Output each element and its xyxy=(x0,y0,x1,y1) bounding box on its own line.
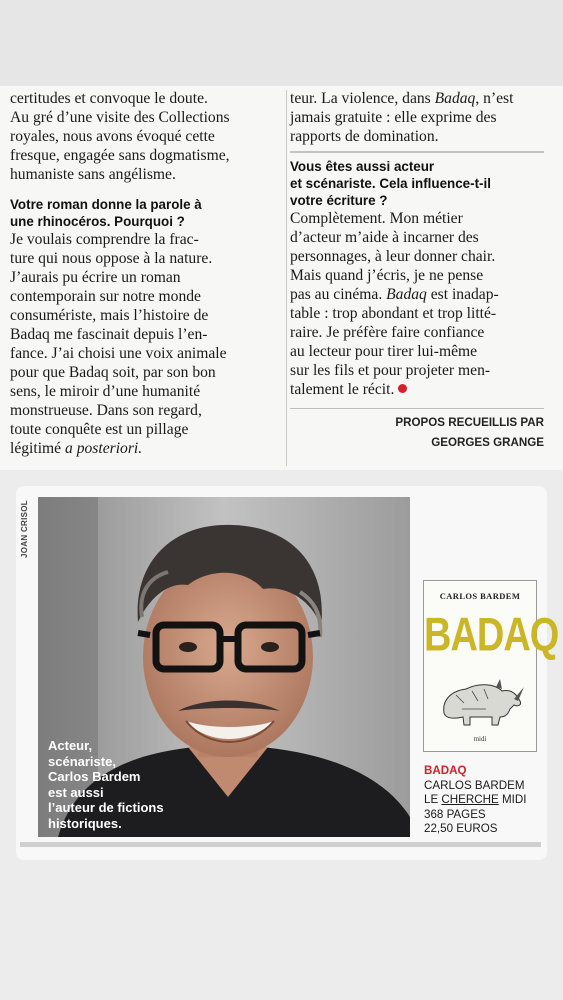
rhinoceros-engraving-icon xyxy=(436,673,526,729)
caption-line: Acteur, xyxy=(48,738,93,753)
left-paragraph-2 xyxy=(10,230,282,458)
text-fragment: légitimé xyxy=(10,440,62,457)
text-line: sens, le miroir d’une humanité xyxy=(10,383,201,400)
cover-publisher: midi xyxy=(473,735,487,743)
text-line: J’aurais pu écrire un roman xyxy=(10,269,181,286)
text-line: contemporain sur notre monde xyxy=(10,288,201,305)
question-1 xyxy=(10,196,282,230)
question-2 xyxy=(290,158,544,209)
text-line: consumériste, mais l’histoire de xyxy=(10,307,209,324)
text-line: royales, nous avons évoqué cette xyxy=(10,128,215,145)
text-line: personnages, à leur donner chair. xyxy=(290,248,496,265)
right-paragraph-1 xyxy=(290,89,544,146)
text-line: au lecteur pour tirer lui-même xyxy=(290,343,478,360)
left-paragraph-1 xyxy=(10,89,282,184)
text-line: Au gré d’une visite des Collections xyxy=(10,109,230,126)
book-price: 22,50 EUROS xyxy=(424,822,498,835)
text-line: monstrueuse. Dans son regard, xyxy=(10,402,202,419)
question-line: et scénariste. Cela influence-t-il xyxy=(290,176,491,191)
interview-credit xyxy=(290,413,544,453)
text-fragment: est inadap- xyxy=(426,286,499,303)
article-page xyxy=(0,86,563,470)
right-paragraph-2 xyxy=(290,209,544,399)
text-line: sur les fils et pour projeter men- xyxy=(290,362,491,379)
caption-line: scénariste, xyxy=(48,753,116,769)
text-line: certitudes et convoque le doute. xyxy=(10,90,208,107)
text-line: Je voulais comprendre la frac- xyxy=(10,231,199,248)
text-fragment: talement le récit. xyxy=(290,381,395,398)
text-line: jamais gratuite : elle exprime des xyxy=(290,109,497,126)
question-line: Vous êtes aussi acteur xyxy=(290,159,435,174)
left-column xyxy=(10,86,282,458)
text-line: humaniste sans angélisme. xyxy=(10,166,176,183)
text-fragment: , n’est xyxy=(475,90,514,107)
publisher-fragment: LE xyxy=(424,793,442,806)
text-line: table : trop abondant et trop litté- xyxy=(290,305,497,322)
caption-line: l’auteur de fictions xyxy=(48,800,164,816)
book-pages: 368 PAGES xyxy=(424,807,486,821)
book-cover xyxy=(423,580,559,752)
question-line: votre écriture ? xyxy=(290,193,388,208)
text-line: fresque, engagée sans dogmatisme, xyxy=(10,147,230,164)
text-fragment: teur. La violence, dans xyxy=(290,90,435,107)
cover-title: BADAQ xyxy=(424,609,559,662)
section-rule xyxy=(290,151,544,153)
text-line: Complètement. Mon métier xyxy=(290,210,463,227)
book-title: BADAQ xyxy=(424,764,467,777)
text-fragment: pas au cinéma. xyxy=(290,286,387,303)
italic-fragment: Badaq xyxy=(434,90,476,107)
publisher-fragment: MIDI xyxy=(498,793,527,806)
italic-fragment: a posteriori. xyxy=(65,440,143,457)
caption-line: historiques. xyxy=(48,815,122,831)
text-line: rapports de domination. xyxy=(290,128,439,145)
text-line xyxy=(290,380,544,399)
caption-line: Carlos Bardem xyxy=(48,769,141,785)
text-line: d’acteur m’aide à incarner des xyxy=(290,229,479,246)
end-mark-icon xyxy=(398,384,407,393)
column-divider xyxy=(286,90,287,466)
text-line: Badaq me fascinait depuis l’en- xyxy=(10,326,208,343)
italic-fragment: Badaq xyxy=(386,286,427,303)
top-band xyxy=(0,0,563,86)
text-line: ture qui nous oppose à la nature. xyxy=(10,250,213,267)
publisher-underlined-fragment: CHERCHE xyxy=(441,793,499,806)
question-line: une rhinocéros. Pourquoi ? xyxy=(10,214,185,229)
credit-line: PROPOS RECUEILLIS PAR xyxy=(395,416,544,429)
right-column xyxy=(290,86,544,453)
question-line: Votre roman donne la parole à xyxy=(10,197,202,212)
credit-rule xyxy=(290,408,544,409)
text-line: fance. J’ai choisi une voix animale xyxy=(10,345,227,362)
text-line: toute conquête est un pillage xyxy=(10,421,189,438)
text-line xyxy=(290,285,544,304)
text-line: Mais quand j’écris, je ne pense xyxy=(290,267,484,284)
caption-line: est aussi xyxy=(48,784,104,800)
cover-author: CARLOS BARDEM xyxy=(439,591,521,601)
photo-caption xyxy=(48,738,218,832)
photo-credit: JOAN CRISOL xyxy=(20,500,29,558)
credit-line: GEORGES GRANGE xyxy=(431,436,544,449)
book-author: CARLOS BARDEM xyxy=(424,778,525,792)
text-line: pour que Badaq soit, par son bon xyxy=(10,364,216,381)
text-line: raire. Je préfère faire confiance xyxy=(290,324,485,341)
card-bottom-rule xyxy=(20,842,541,847)
text-line xyxy=(290,89,544,108)
book-publisher xyxy=(424,793,544,808)
book-info xyxy=(424,764,544,837)
text-line xyxy=(10,439,282,458)
